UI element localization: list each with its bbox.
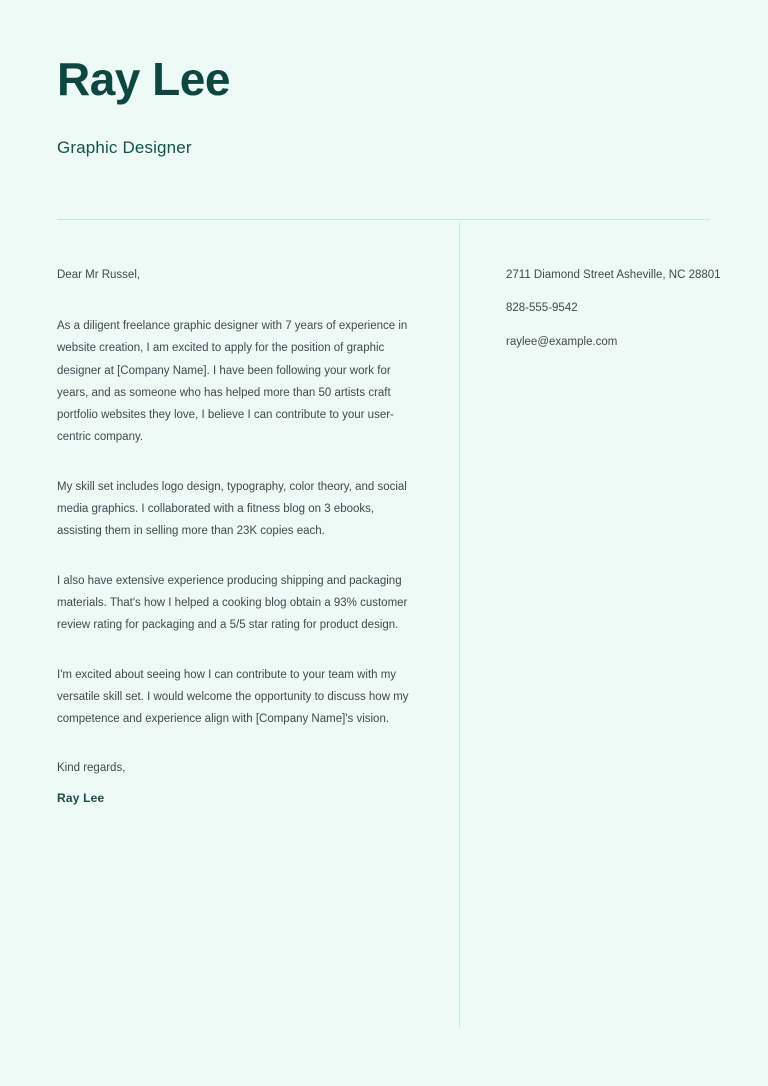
closing-line: Kind regards, [57, 761, 126, 774]
page-title: Ray Lee [57, 53, 230, 105]
contact-address: 2711 Diamond Street Asheville, NC 28801 [506, 269, 721, 281]
contact-email[interactable]: raylee@example.com [506, 335, 618, 348]
letter-body [57, 266, 412, 805]
header-divider [57, 219, 710, 220]
letter-paragraph: As a diligent freelance graphic designer with 7 years of experience in website creation, I am excited to apply for the position of graphic designer at [Company Name]. I have been following your work for years, and as someone who has helped more than 50 artists craft portfolio websites they love, I believe I can contribute to your user-centric company. [57, 320, 408, 443]
letter-paragraph: I'm excited about seeing how I can contribute to your team with my versatile skill set. I would welcome the opportunity to discuss how my competence and experience align with [Company Name]'s vision. [57, 669, 409, 726]
salutation: Dear Mr Russel, [57, 269, 141, 281]
job-title: Graphic Designer [57, 138, 192, 157]
letter-header [57, 53, 717, 158]
letter-paragraph: I also have extensive experience producing shipping and packaging materials. That's how I helped a cooking blog obtain a 93% customer review rating for packaging and a 5/5 star rating for product design. [57, 575, 408, 632]
signature-name: Ray Lee [57, 790, 105, 805]
contact-phone[interactable]: 828-555-9542 [506, 302, 578, 315]
column-divider [459, 223, 460, 1027]
contact-details [506, 266, 736, 351]
letter-paragraph: My skill set includes logo design, typography, color theory, and social media graphics. I collaborated with a fitness blog on 3 ebooks, assisting them in selling more than 23K copies each. [57, 480, 407, 538]
